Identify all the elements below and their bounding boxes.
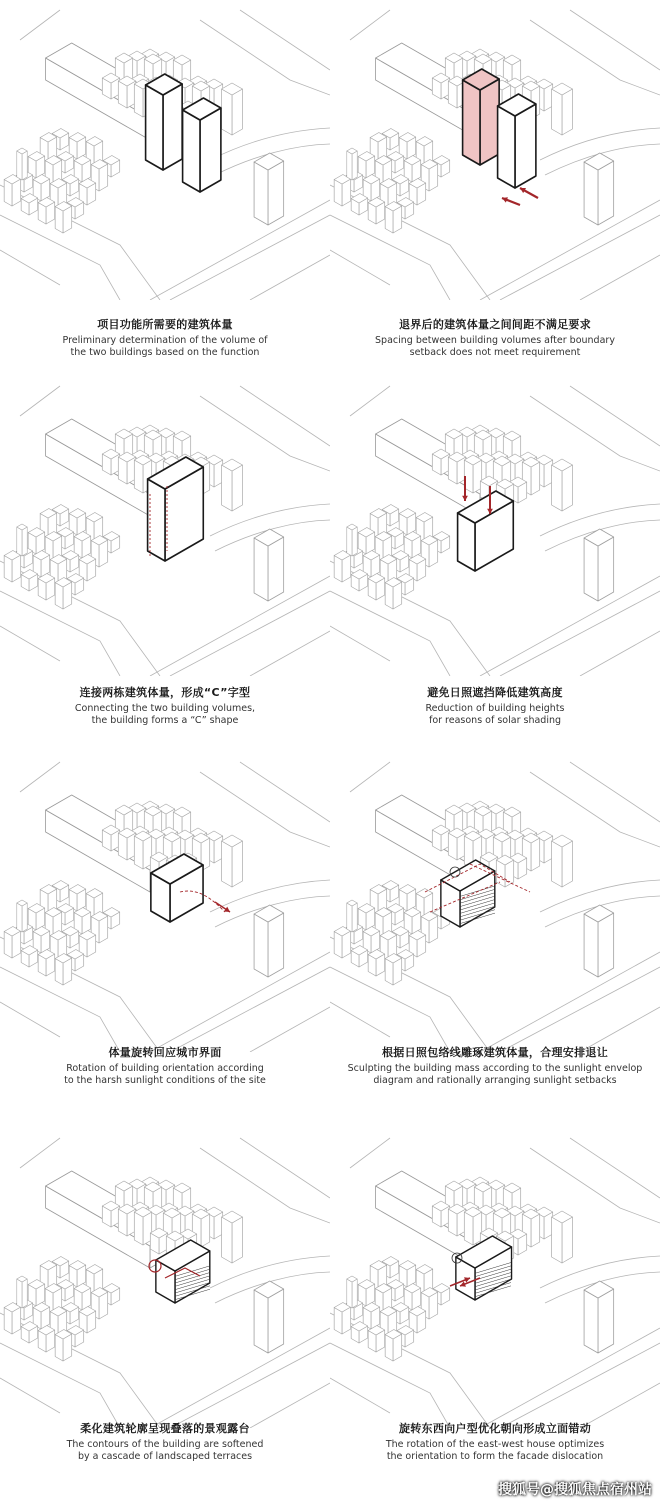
road-line [240, 10, 330, 70]
context-building [552, 459, 573, 511]
context-building [17, 900, 27, 932]
context-building [385, 1330, 402, 1362]
road-line [570, 1138, 660, 1198]
context-building [254, 1281, 284, 1353]
caption-text-en: Connecting the two building volumes, the building forms a “C” shape [74, 703, 256, 726]
caption-text-en: The rotation of the east-west house optimizes the orientation to form the facade dislocation [385, 1439, 605, 1462]
diagram-panel-4 [330, 376, 660, 752]
context-building [55, 202, 72, 234]
context-building [55, 954, 72, 986]
context-building [368, 574, 385, 601]
diagram-panel-2 [330, 0, 660, 376]
context-building [351, 194, 368, 216]
context-building [4, 1303, 21, 1335]
road-line [0, 250, 60, 285]
road-line [20, 1138, 60, 1168]
context-building [118, 828, 135, 860]
road-line [240, 762, 330, 822]
context-building [21, 946, 38, 968]
context-building [4, 927, 21, 959]
road-line [350, 10, 390, 40]
road-line [570, 386, 660, 446]
context-building [4, 175, 21, 207]
context-building [4, 551, 21, 583]
context-building [21, 194, 38, 216]
context-building [448, 452, 465, 484]
diagram-panel-5 [0, 752, 330, 1128]
context-building [17, 148, 27, 180]
road-line [0, 626, 60, 661]
road-line [330, 1378, 390, 1413]
road-line [500, 215, 660, 300]
context-scene [330, 0, 660, 300]
context-building [102, 73, 119, 99]
diagram-panel-6 [330, 752, 660, 1128]
context-scene [330, 376, 660, 676]
caption-text-en: Rotation of building orientation according to the harsh sunlight conditions of the site [64, 1063, 266, 1086]
context-building [222, 459, 243, 511]
caption-title-cn: 体量旋转回应城市界面 [108, 1046, 222, 1059]
context-scene [330, 1128, 660, 1428]
road-line [240, 1138, 330, 1198]
context-building [351, 570, 368, 592]
watermark-text: 搜狐号@搜狐焦点宿州站 [498, 1482, 652, 1498]
context-building [432, 825, 449, 851]
context-scene [0, 376, 330, 676]
caption-title-cn: 柔化建筑轮廓呈现叠落的景观露台 [80, 1422, 250, 1435]
context-building [38, 950, 55, 977]
road-line [570, 10, 660, 70]
caption-text-en: Reduction of building heights for reasons of solar shading [425, 703, 565, 726]
context-building [118, 1204, 135, 1236]
road-line [480, 200, 660, 300]
road-line [350, 386, 390, 416]
context-building [21, 570, 38, 592]
context-building [432, 449, 449, 475]
context-building [552, 1211, 573, 1263]
context-building [134, 1207, 151, 1245]
caption-title-cn: 项目功能所需要的建筑体量 [97, 318, 233, 331]
context-building [254, 905, 284, 977]
road-line [250, 255, 330, 300]
road-line [330, 250, 390, 285]
context-scene [330, 752, 660, 1052]
context-building [334, 927, 351, 959]
context-building [21, 1322, 38, 1344]
context-building [150, 1228, 167, 1254]
context-building [222, 835, 243, 887]
context-building [334, 1303, 351, 1335]
context-building [17, 1276, 27, 1308]
context-building [17, 524, 27, 556]
road-line [150, 200, 330, 300]
context-building [584, 905, 614, 977]
context-scene [0, 1128, 330, 1428]
context-building [552, 835, 573, 887]
road-line [150, 952, 330, 1052]
context-building [347, 148, 357, 180]
red-arrow [502, 197, 520, 205]
caption-text-en: Sculpting the building mass according to the sunlight envelop diagram and rationally arranging sunlight setbacks [347, 1063, 643, 1086]
context-building [55, 1330, 72, 1362]
context-building [118, 76, 135, 108]
context-building [464, 455, 481, 493]
road-line [150, 576, 330, 676]
road-line [330, 1002, 390, 1037]
context-building [368, 1326, 385, 1353]
context-building [38, 574, 55, 601]
caption-title-cn: 避免日照遮挡降低建筑高度 [427, 686, 563, 699]
context-building [254, 529, 284, 601]
project-building-volume [498, 94, 536, 188]
context-building [222, 83, 243, 135]
road-line [580, 255, 660, 300]
road-line [480, 952, 660, 1052]
project-building-volume [183, 98, 221, 192]
road-line [580, 631, 660, 676]
context-building [38, 1326, 55, 1353]
road-line [480, 576, 660, 676]
road-line [170, 591, 330, 676]
road-line [480, 1328, 660, 1428]
road-line [170, 1343, 330, 1428]
caption-title-cn: 连接两栋建筑体量，形成“C”字型 [79, 686, 251, 699]
road-line [20, 10, 60, 40]
diagram-panel-7 [0, 1128, 330, 1504]
road-line [500, 1343, 660, 1428]
context-building [351, 1322, 368, 1344]
diagram-panel-3 [0, 376, 330, 752]
diagram-panel-1 [0, 0, 330, 376]
context-building [351, 946, 368, 968]
context-scene [0, 752, 330, 1052]
context-building [102, 825, 119, 851]
context-building [55, 578, 72, 610]
road-line [0, 1378, 60, 1413]
context-building [254, 153, 284, 225]
road-line [500, 967, 660, 1052]
context-building [102, 449, 119, 475]
road-line [170, 215, 330, 300]
context-building [347, 1276, 357, 1308]
context-building [385, 954, 402, 986]
context-building [385, 578, 402, 610]
context-building [448, 828, 465, 860]
caption-title-cn: 退界后的建筑体量之间间距不满足要求 [398, 318, 592, 331]
context-building [385, 202, 402, 234]
context-building [584, 529, 614, 601]
road-line [0, 1002, 60, 1037]
project-building-volume [463, 69, 500, 165]
road-line [240, 386, 330, 446]
road-line [330, 626, 390, 661]
red-arrow [520, 188, 538, 198]
context-building [552, 83, 573, 135]
road-line [150, 1328, 330, 1428]
road-line [250, 631, 330, 676]
context-building [334, 551, 351, 583]
context-building [464, 1207, 481, 1245]
road-line [570, 762, 660, 822]
context-building [118, 452, 135, 484]
diagram-panel-8 [330, 1128, 660, 1504]
context-building [347, 900, 357, 932]
context-building [347, 524, 357, 556]
context-building [584, 1281, 614, 1353]
context-building [448, 1204, 465, 1236]
context-building [334, 175, 351, 207]
context-building [432, 1201, 449, 1227]
road-line [350, 1138, 390, 1168]
road-line [20, 762, 60, 792]
context-building [432, 73, 449, 99]
context-building [368, 950, 385, 977]
road-line [170, 967, 330, 1052]
context-building [368, 198, 385, 225]
context-building [222, 1211, 243, 1263]
context-building [134, 831, 151, 869]
context-building [38, 198, 55, 225]
context-scene [0, 0, 330, 300]
caption-title-cn: 旋转东西向户型优化朝向形成立面错动 [398, 1422, 592, 1435]
road-line [500, 591, 660, 676]
context-building [584, 153, 614, 225]
caption-text-en: Preliminary determination of the volume of the two buildings based on the function [62, 335, 268, 358]
caption-text-en: The contours of the building are softened by a cascade of landscaped terraces [66, 1439, 264, 1462]
project-building-volume [146, 74, 183, 170]
caption-text-en: Spacing between building volumes after boundary setback does not meet requirement [375, 335, 615, 358]
caption-title-cn: 根据日照包络线雕琢建筑体量，合理安排退让 [382, 1046, 608, 1059]
road-line [20, 386, 60, 416]
context-building [102, 1201, 119, 1227]
road-line [350, 762, 390, 792]
